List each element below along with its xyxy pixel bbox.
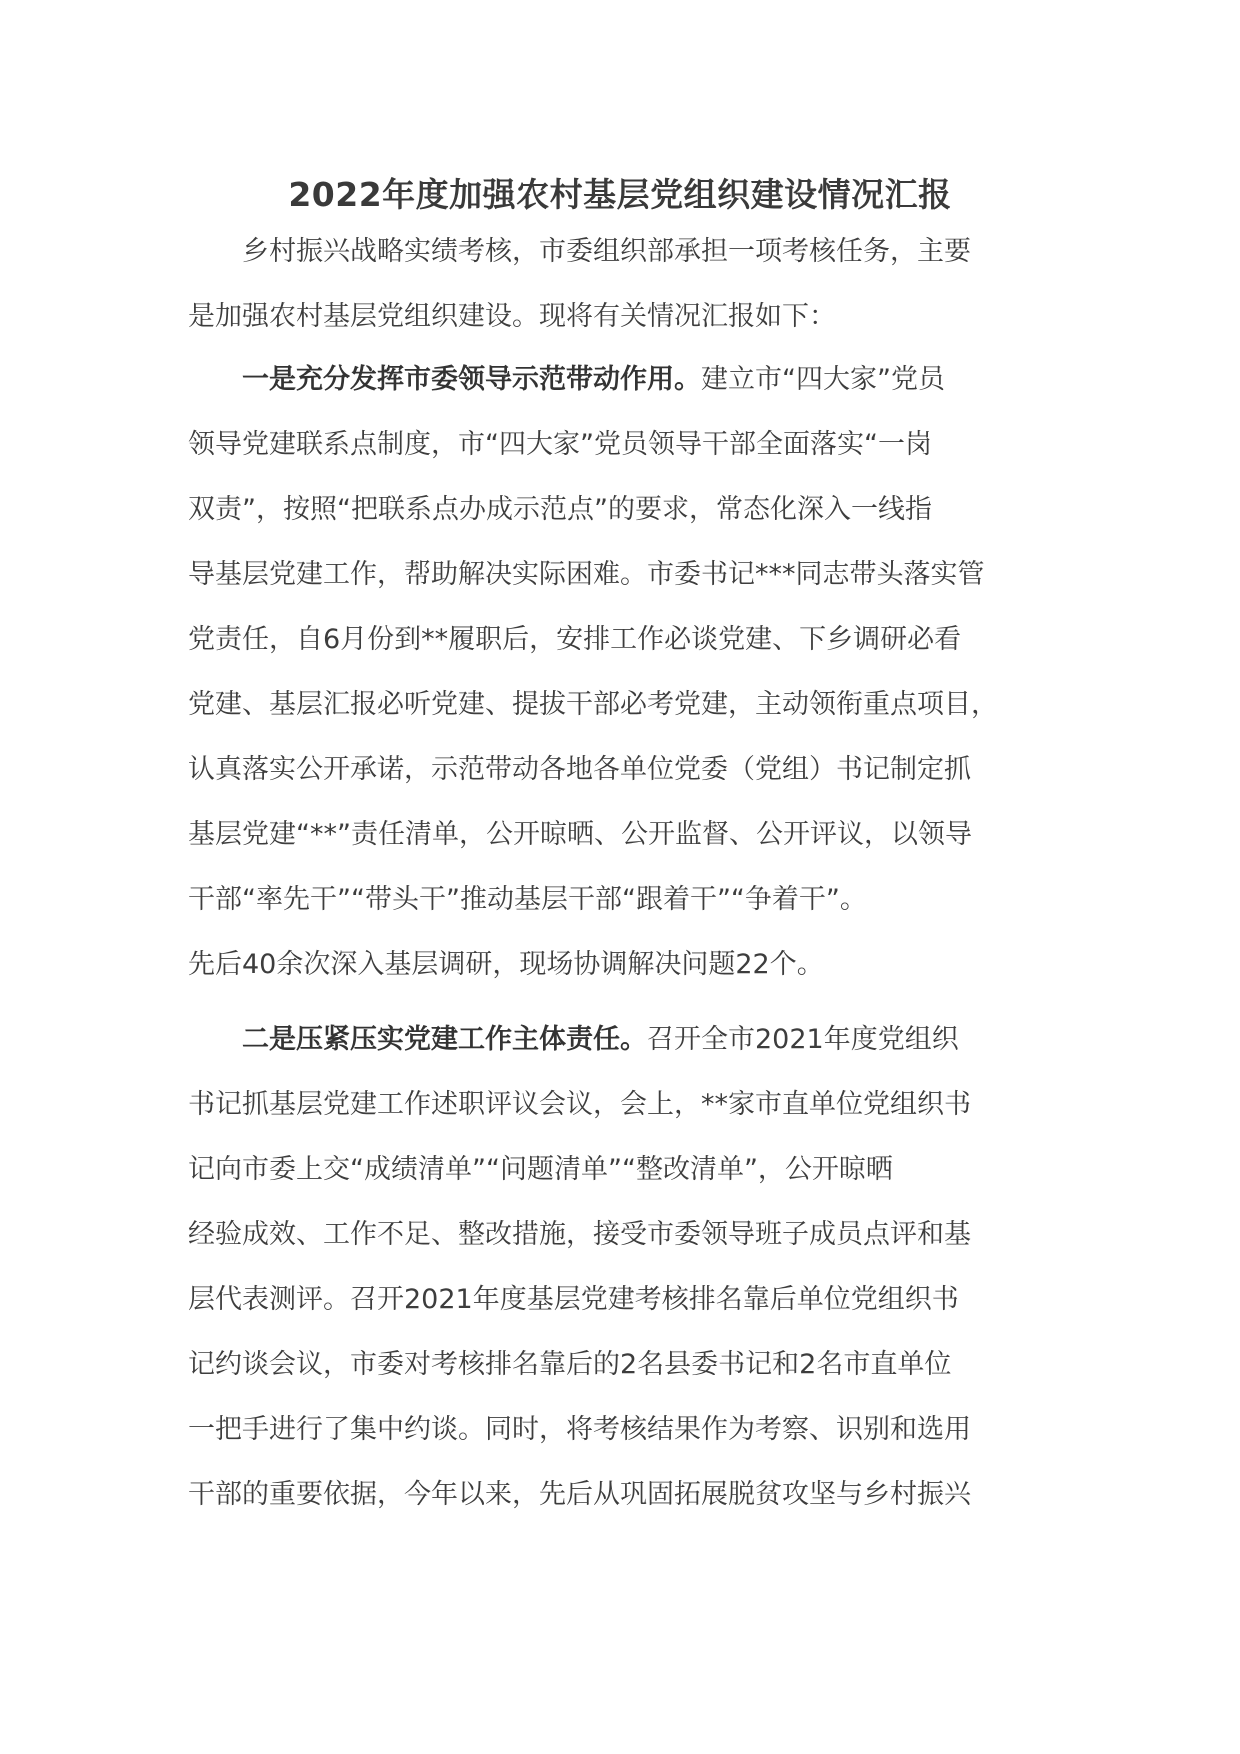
text-line: 基层党建“**”责任清单，公开晾晒、公开监督、公开评议，以领导: [188, 819, 972, 850]
text-line: 记约谈会议，市委对考核排名靠后的2名县委书记和2名市直单位: [188, 1349, 952, 1380]
section-1-paragraph: [188, 347, 1053, 997]
text-line: [188, 347, 1053, 412]
text-line: 先后40余次深入基层调研，现场协调解决问题22个。: [188, 949, 824, 980]
text-line: 认真落实公开承诺，示范带动各地各单位党委（党组）书记制定抓: [188, 754, 971, 785]
text-line: 党建、基层汇报必听党建、提拔干部必考党建，主动领衔重点项目，: [188, 689, 998, 720]
text-line: 乡村振兴战略实绩考核，市委组织部承担一项考核任务，主要: [242, 236, 971, 267]
intro-paragraph: [188, 219, 1053, 349]
text-line: 一把手进行了集中约谈。同时，将考核结果作为考察、识别和选用: [188, 1414, 971, 1445]
text-line: 干部“率先干”“带头干”推动基层干部“跟着干”“争着干”。: [188, 884, 867, 915]
text-line: 层代表测评。召开2021年度基层党建考核排名靠后单位党组织书: [188, 1284, 959, 1315]
text-line: 是加强农村基层党组织建设。现将有关情况汇报如下：: [188, 301, 836, 332]
section-2-heading: 二是压紧压实党建工作主体责任。: [242, 1024, 647, 1055]
text-line: 记向市委上交“成绩清单”“问题清单”“整改清单”，公开晾晒: [188, 1154, 893, 1185]
text-line: 导基层党建工作，帮助解决实际困难。市委书记***同志带头落实管: [188, 559, 985, 590]
text-line: 领导党建联系点制度，市“四大家”党员领导干部全面落实“一岗: [188, 429, 932, 460]
text-line: 党责任，自6月份到**履职后，安排工作必谈党建、下乡调研必看: [188, 624, 962, 655]
text-line: 双责”，按照“把联系点办成示范点”的要求，常态化深入一线指: [188, 494, 932, 525]
text-line: [188, 1007, 1053, 1072]
document-title: 2022年度加强农村基层党组织建设情况汇报: [288, 175, 952, 214]
text-line: 经验成效、工作不足、整改措施，接受市委领导班子成员点评和基: [188, 1219, 971, 1250]
section-2-paragraph: [188, 1007, 1053, 1527]
section-2-first-line-text: 召开全市2021年度党组织: [647, 1024, 959, 1055]
section-1-first-line-text: 建立市“四大家”党员: [701, 364, 945, 395]
section-1-heading: 一是充分发挥市委领导示范带动作用。: [242, 364, 701, 395]
text-line: 书记抓基层党建工作述职评议会议，会上，**家市直单位党组织书: [188, 1089, 971, 1120]
text-line: 干部的重要依据，今年以来，先后从巩固拓展脱贫攻坚与乡村振兴: [188, 1479, 971, 1510]
